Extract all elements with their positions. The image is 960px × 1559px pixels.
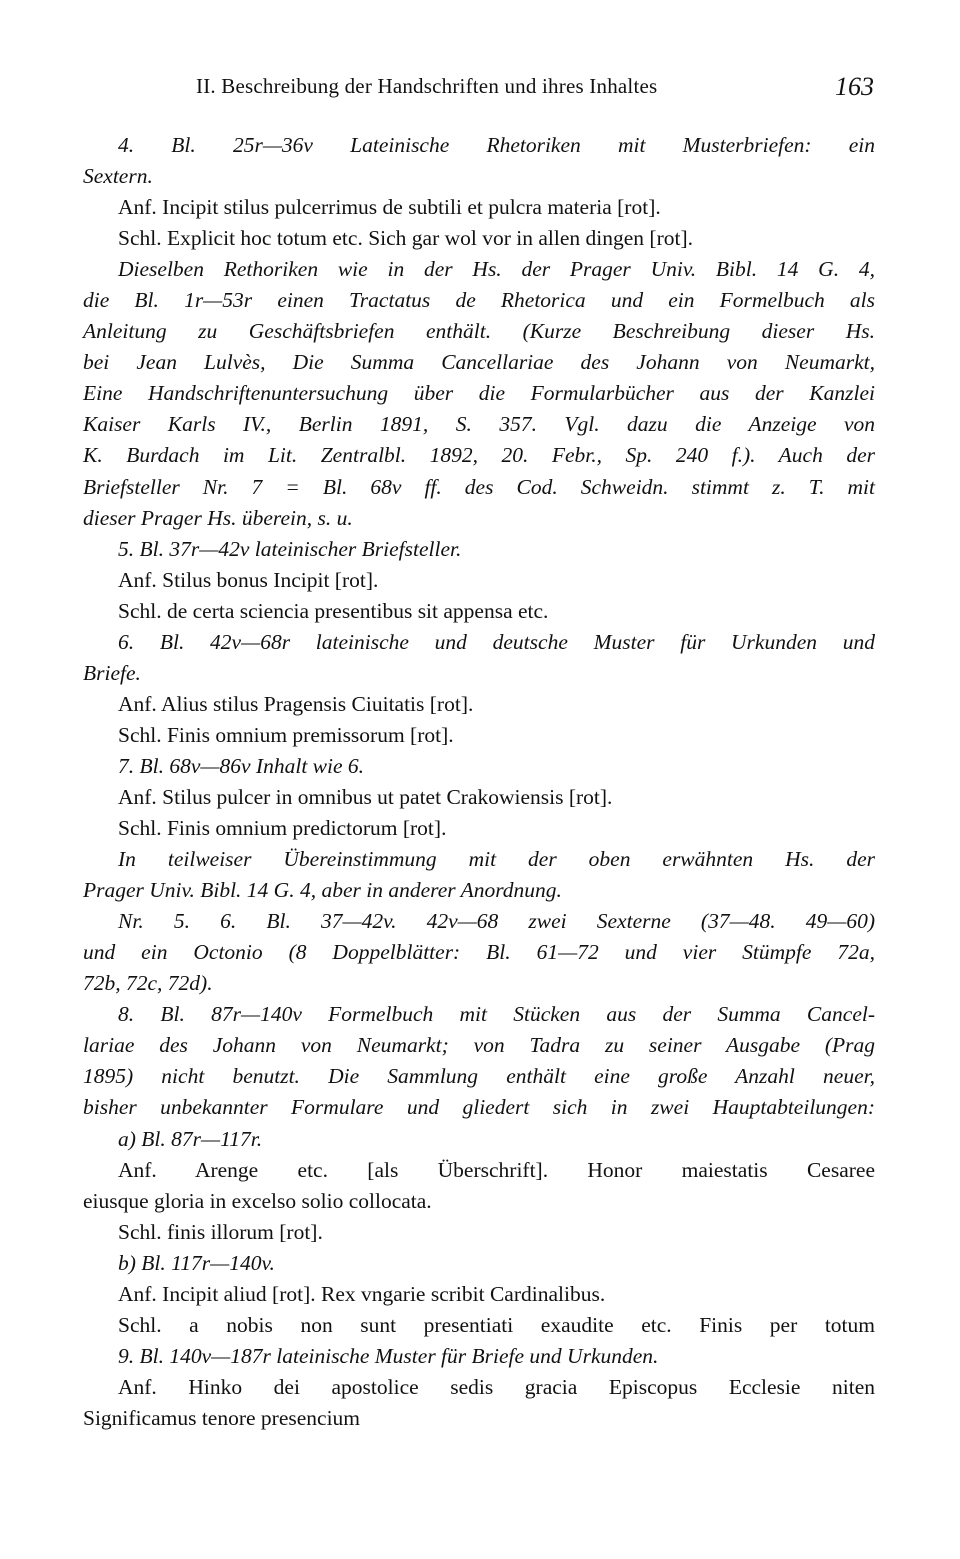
text-line: dieser Prager Hs. überein, s. u.	[83, 505, 353, 530]
text-line: Schl. Finis omnium premissorum [rot].	[118, 722, 454, 747]
text-line: Anf. Alius stilus Pragensis Ciuitatis [rot].	[118, 691, 474, 716]
text-line: Schl. a nobis non sunt presentiati exaudite etc. Finis per totum	[118, 1312, 875, 1337]
text-line: Anleitung zu Geschäftsbriefen enthält. (Kurze Beschreibung dieser Hs.	[83, 319, 875, 344]
text-line: 4. Bl. 25r—36v Lateinische Rhetoriken mit Musterbriefen: ein	[118, 133, 875, 157]
text-line: Schl. finis illorum [rot].	[118, 1219, 323, 1244]
text-line: Schl. de certa sciencia presentibus sit appensa etc.	[118, 598, 549, 623]
text-line: Anf. Stilus bonus Incipit [rot].	[118, 567, 379, 592]
text-line: 6. Bl. 42v—68r lateinische und deutsche Muster für Urkunden und	[118, 629, 875, 654]
running-header	[196, 72, 874, 106]
text-line: 7. Bl. 68v—86v Inhalt wie 6.	[118, 753, 365, 778]
text-line: 1895) nicht benutzt. Die Sammlung enthält eine große Anzahl neuer,	[83, 1064, 875, 1089]
text-line: a) Bl. 87r—117r.	[118, 1126, 263, 1151]
text-line: die Bl. 1r—53r einen Tractatus de Rhetorica und ein Formelbuch als	[83, 288, 875, 313]
text-line: Sextern.	[83, 164, 153, 189]
text-line: Dieselben Rethoriken wie in der Hs. der Prager Univ. Bibl. 14 G. 4,	[118, 257, 875, 282]
page-number: 163	[835, 72, 874, 101]
text-line: und ein Octonio (8 Doppelblätter: Bl. 61—72 und vier Stümpfe 72a,	[83, 940, 875, 965]
text-line: K. Burdach im Lit. Zentralbl. 1892, 20. Febr., Sp. 240 f.). Auch der	[83, 443, 875, 468]
text-line: Briefe.	[83, 660, 141, 685]
text-line: b) Bl. 117r—140v.	[118, 1250, 275, 1275]
text-line: Anf. Hinko dei apostolice sedis gracia Episcopus Ecclesie niten	[118, 1374, 875, 1399]
text-line: Anf. Stilus pulcer in omnibus ut patet Crakowiensis [rot].	[118, 784, 613, 809]
text-line: 9. Bl. 140v—187r lateinische Muster für Briefe und Urkunden.	[118, 1343, 659, 1368]
text-line: lariae des Johann von Neumarkt; von Tadra zu seiner Ausgabe (Prag	[83, 1033, 875, 1058]
text-line: Eine Handschriftenuntersuchung über die Formularbücher aus der Kanzlei	[83, 381, 875, 406]
page-body-text	[83, 130, 875, 1434]
text-line: bei Jean Lulvès, Die Summa Cancellariae des Johann von Neumarkt,	[83, 350, 875, 375]
text-line: Kaiser Karls IV., Berlin 1891, S. 357. Vgl. dazu die Anzeige von	[83, 412, 875, 437]
text-line: eiusque gloria in excelso solio collocata.	[83, 1188, 432, 1213]
text-line: 8. Bl. 87r—140v Formelbuch mit Stücken aus der Summa Cancel-	[118, 1002, 875, 1027]
text-line: Nr. 5. 6. Bl. 37—42v. 42v—68 zwei Sexterne (37—48. 49—60)	[118, 909, 875, 934]
text-line: Anf. Incipit stilus pulcerrimus de subtili et pulcra materia [rot].	[118, 195, 661, 220]
text-line: Schl. Finis omnium predictorum [rot].	[118, 816, 447, 841]
text-line: Briefsteller Nr. 7 = Bl. 68v ff. des Cod. Schweidn. stimmt z. T. mit	[83, 474, 875, 499]
text-line: 72b, 72c, 72d).	[83, 971, 213, 996]
text-line: bisher unbekannter Formulare und gliedert sich in zwei Hauptabteilungen:	[83, 1095, 875, 1120]
text-line: 5. Bl. 37r—42v lateinischer Briefsteller.	[118, 536, 462, 561]
text-line: Anf. Incipit aliud [rot]. Rex vngarie scribit Cardinalibus.	[118, 1281, 606, 1306]
text-line: Anf. Arenge etc. [als Überschrift]. Honor maiestatis Cesaree	[118, 1157, 875, 1182]
running-title: II. Beschreibung der Handschriften und ihres Inhaltes	[196, 74, 658, 98]
text-line: In teilweiser Übereinstimmung mit der oben erwähnten Hs. der	[118, 847, 875, 872]
text-line: Schl. Explicit hoc totum etc. Sich gar wol vor in allen dingen [rot].	[118, 226, 693, 251]
text-line: Prager Univ. Bibl. 14 G. 4, aber in anderer Anordnung.	[83, 878, 562, 903]
text-line: Significamus tenore presencium	[83, 1405, 361, 1430]
